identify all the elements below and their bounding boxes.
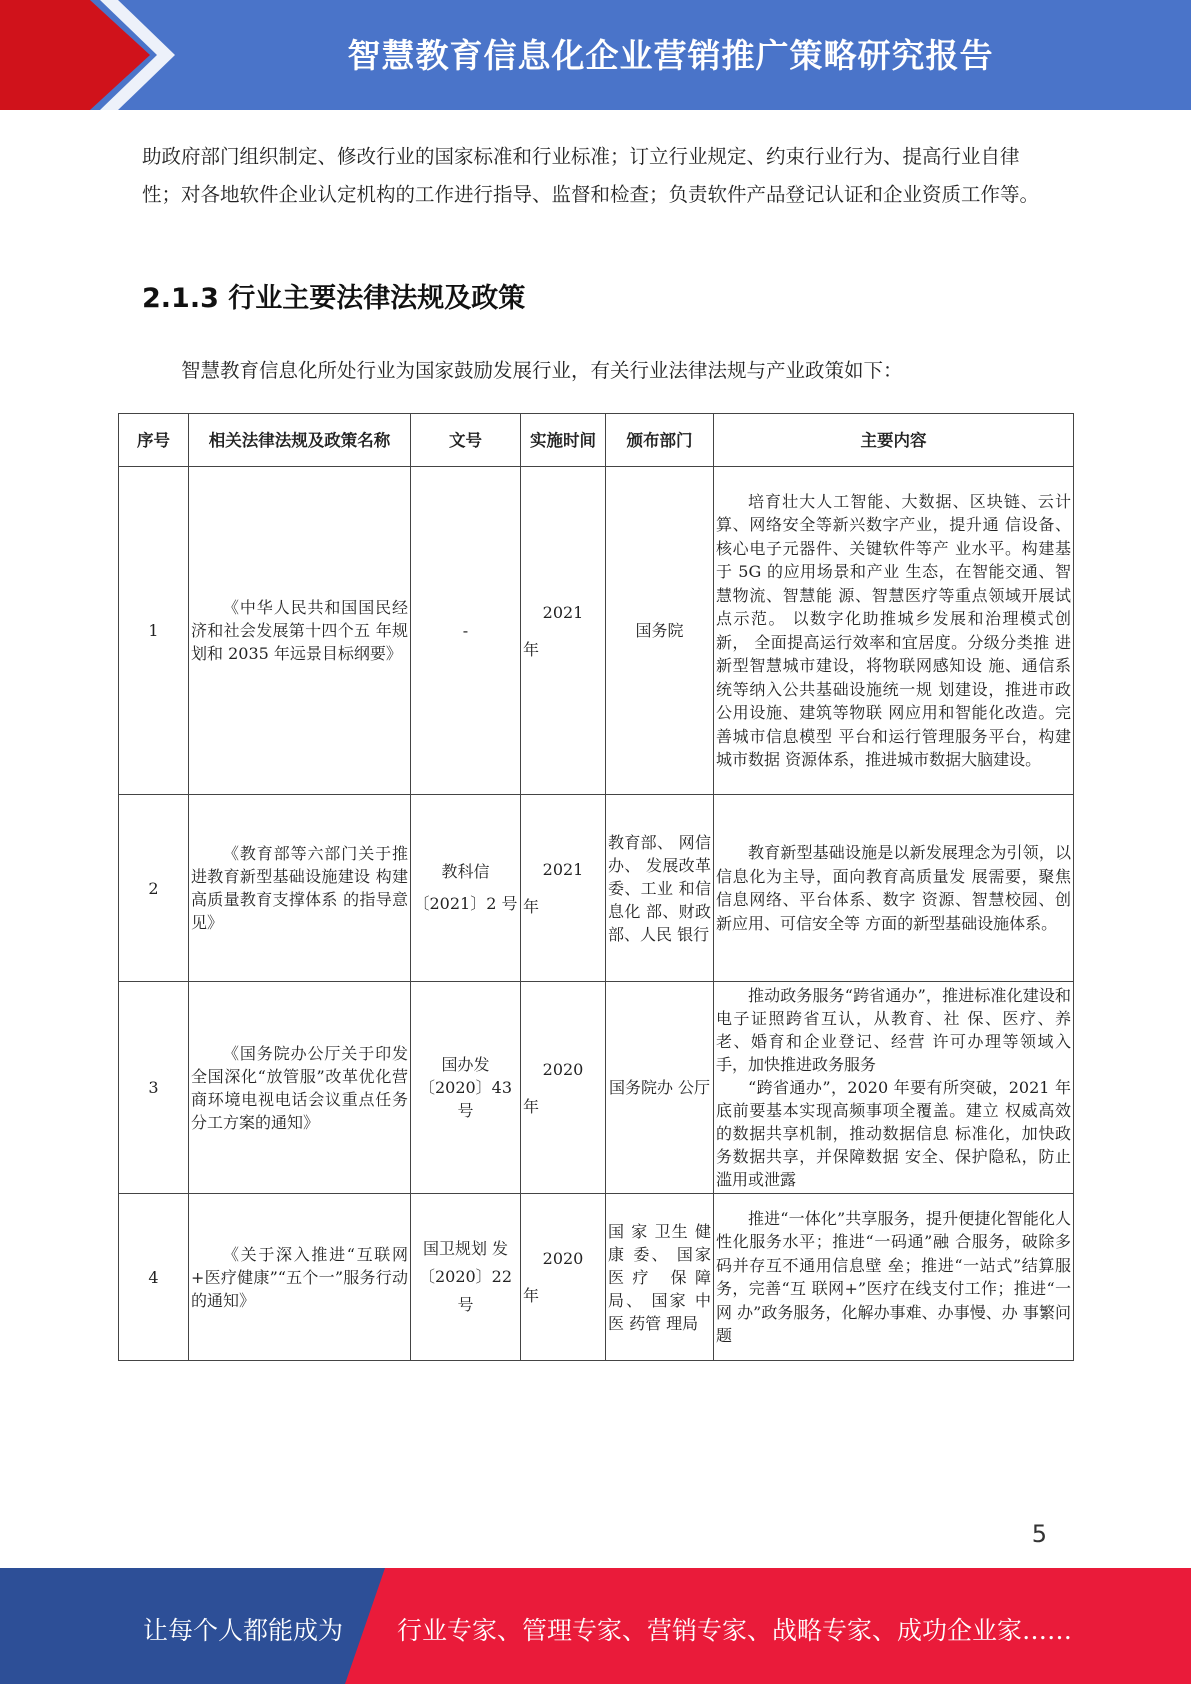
main-content	[714, 982, 1074, 1194]
effective-year: 2020	[542, 1059, 584, 1079]
effective-year-unit: 年	[523, 1286, 540, 1305]
document-number: -	[411, 467, 521, 795]
row-number: 4	[119, 1194, 189, 1361]
table-header-row	[119, 414, 1074, 467]
page-number: 5	[1031, 1520, 1047, 1548]
intro-paragraph: 助政府部门组织制定、修改行业的国家标准和行业标准；订立行业规定、约束行业行为、提高行业自律性；对各地软件企业认定机构的工作进行指导、监督和检查；负责软件产品登记认证和企业资质工作等。	[142, 145, 1040, 206]
policy-name: 《国务院办公厅关于印发 全国深化“放管服”改革优化营商环境电视电话会议重点任务分工方案的通知》	[189, 982, 411, 1194]
policy-name: 《中华人民共和国国民经 济和社会发展第十四个五 年规划和 2035 年远景目标纲要》	[189, 467, 411, 795]
document-number: 教科信〔2021〕2 号	[411, 795, 521, 982]
effective-date	[521, 982, 606, 1194]
row-number: 2	[119, 795, 189, 982]
report-title: 智慧教育信息化企业营销推广策略研究报告	[347, 36, 994, 75]
section-heading	[142, 276, 525, 315]
page-footer	[0, 1568, 1191, 1684]
effective-date	[521, 795, 606, 982]
col-header-date: 实施时间	[521, 414, 606, 467]
table-row	[119, 467, 1074, 795]
table-row	[119, 795, 1074, 982]
document-number: 国办发〔2020〕43 号	[411, 982, 521, 1194]
section-number: 2.1.3	[142, 283, 219, 314]
document-number: 国卫规划 发〔2020〕22 号	[411, 1194, 521, 1361]
main-content-part2: “跨省通办”，2020 年要有所突破，2021 年底前要基本实现高频事项全覆盖。建立 权威高效的数据共享机制，推动数据信息 标准化，加快政务数据共享，并保障数据 安全、保护隐私，防止滥用或泄露	[716, 1078, 1071, 1189]
main-content: 教育新型基础设施是以新发展理念为引领，以信息化为主导，面向教育高质量发 展需要，聚焦信息网络、平台体系、数字 资源、智慧校园、创新应用、可信安全等 方面的新型基础设施体系。	[714, 795, 1074, 982]
policy-name: 《关于深入推进“互联网 +医疗健康”“五个一”服务行动的通知》	[189, 1194, 411, 1361]
policy-table	[118, 413, 1074, 1361]
col-header-doc: 文号	[411, 414, 521, 467]
col-header-name: 相关法律法规及政策名称	[189, 414, 411, 467]
effective-year: 2020	[542, 1249, 584, 1268]
page-header	[0, 0, 1191, 110]
issuing-department: 国务院	[606, 467, 714, 795]
row-number: 1	[119, 467, 189, 795]
effective-year: 2021	[542, 602, 584, 622]
issuing-department: 国 家 卫生 健康 委、 国家 医疗 保障 局、 国家 中医 药管 理局	[606, 1194, 714, 1361]
effective-year-unit: 年	[523, 1096, 540, 1116]
table-row	[119, 1194, 1074, 1361]
issuing-department: 国务院办 公厅	[606, 982, 714, 1194]
effective-year: 2021	[542, 860, 584, 879]
footer-slogan-left: 让每个人都能成为	[143, 1616, 344, 1645]
main-content: 培育壮大人工智能、大数据、区块链、云计算、网络安全等新兴数字产业，提升通 信设备、核心电子元器件、关键软件等产 业水平。构建基于 5G 的应用场景和产业 生态，在智能交通、智慧物流、智慧能 源、智慧医疗等重点领域开展试点示范。 以数字化助推城乡发展和治理模式创新， 全面提高运行效率和宜居度。分级分类推 进新型智慧城市建设，将物联网感知设 施、通信系统等纳入公共基础设施统一规 划建设，推进市政公用设施、建筑等物联 网应用和智能化改造。完善城市信息模型 平台和运行管理服务平台，构建城市数据 资源体系，推进城市数据大脑建设。	[714, 467, 1074, 795]
col-header-dept: 颁布部门	[606, 414, 714, 467]
footer-slogan-right: 行业专家、管理专家、营销专家、战略专家、成功企业家……	[397, 1616, 1073, 1645]
main-content: 推进“一体化”共享服务，提升便捷化智能化人性化服务水平；推进“一码通”融 合服务，破除多码并存互不通用信息壁 垒；推进“一站式”结算服务，完善“互 联网+”医疗在线支付工作；推进“一网 办”政务服务，化解办事难、办事慢、办 事繁问题	[714, 1194, 1074, 1361]
effective-date	[521, 467, 606, 795]
policy-name: 《教育部等六部门关于推 进教育新型基础设施建设 构建高质量教育支撑体系 的指导意见》	[189, 795, 411, 982]
effective-date	[521, 1194, 606, 1361]
main-content-part1: 推动政务服务“跨省通办”，推进标准化建设和电子证照跨省互认，从教育、社 保、医疗、养老、婚育和企业登记、经营 许可办理等领域入手，加快推进政务服务	[716, 986, 1071, 1074]
effective-year-unit: 年	[523, 897, 540, 916]
table-row	[119, 982, 1074, 1194]
lead-paragraph: 智慧教育信息化所处行业为国家鼓励发展行业，有关行业法律法规与产业政策如下：	[181, 359, 903, 382]
row-number: 3	[119, 982, 189, 1194]
issuing-department: 教育部、 网信办、 发展改革 委、工业 和信息化 部、财政 部、人民 银行	[606, 795, 714, 982]
col-header-no: 序号	[119, 414, 189, 467]
section-title: 行业主要法律法规及政策	[228, 283, 526, 314]
col-header-content: 主要内容	[714, 414, 1074, 467]
effective-year-unit: 年	[523, 639, 540, 659]
